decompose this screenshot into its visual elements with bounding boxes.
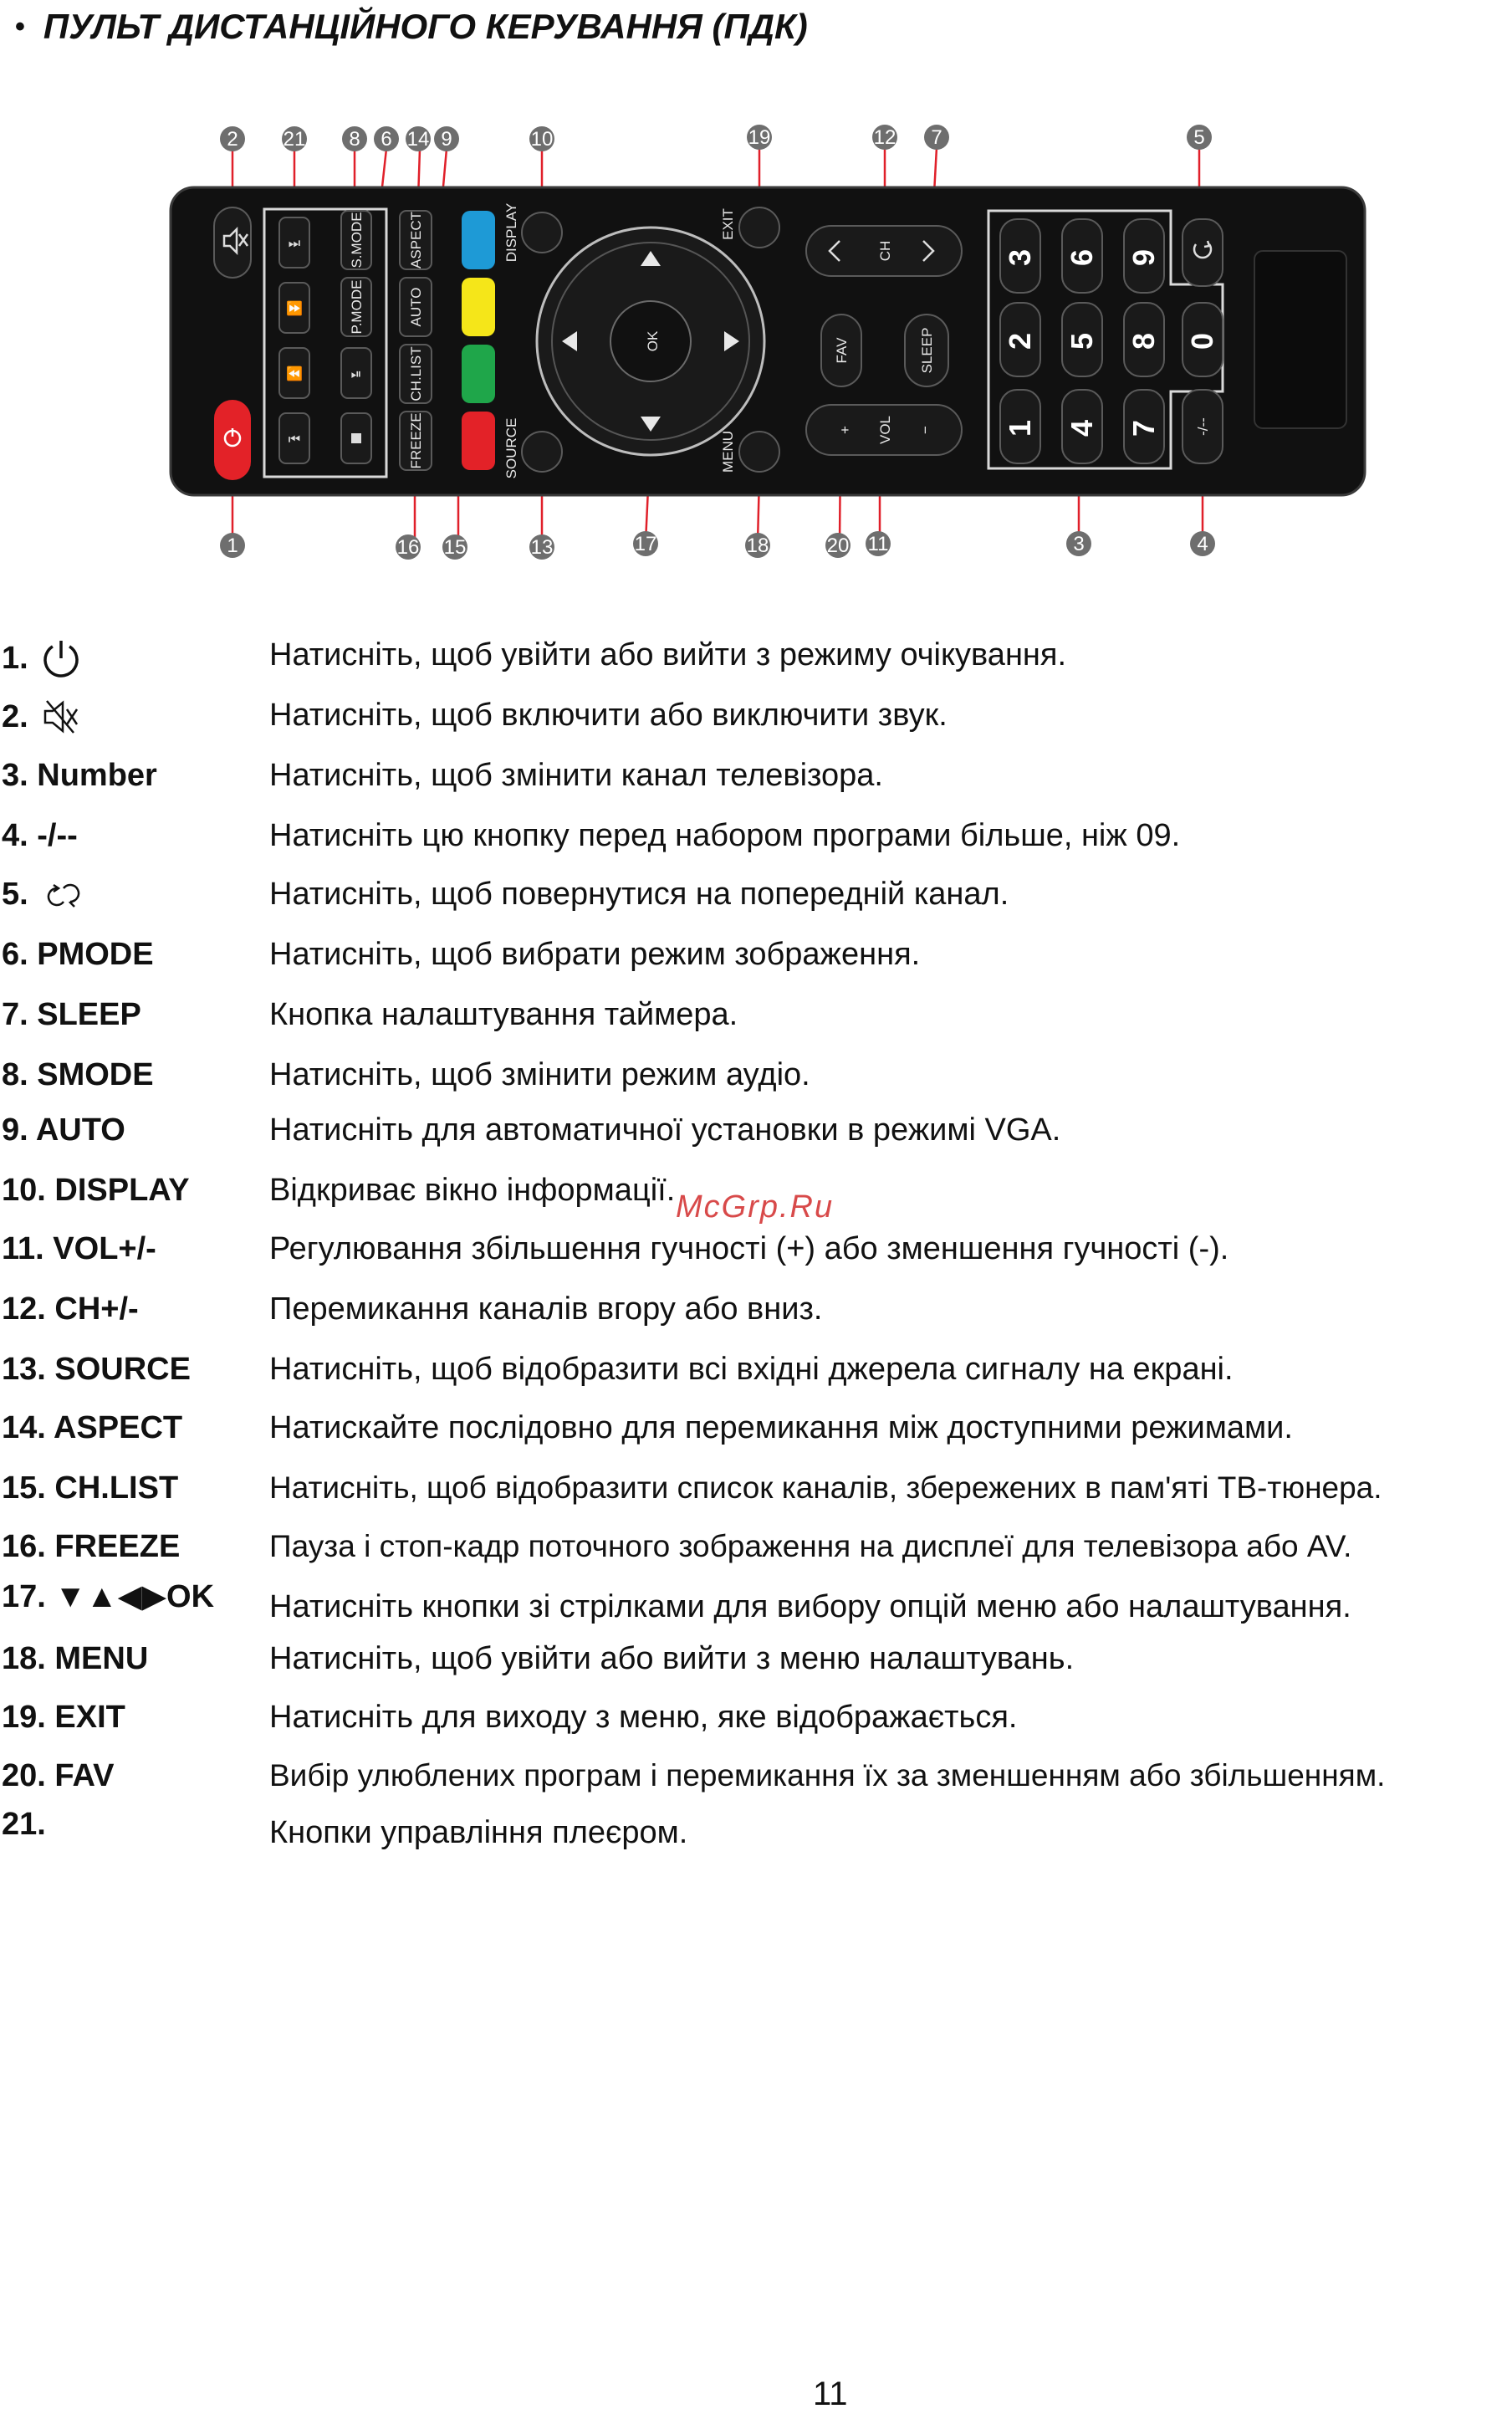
callout-3: 3 [1073,533,1085,555]
callout-8: 8 [349,128,360,151]
p-mode-button[interactable] [341,278,371,336]
exit-label: EXIT [720,208,736,240]
sleep-button[interactable] [905,315,948,386]
svg-text:⏪: ⏪ [286,367,303,381]
item-label: 21. [2,1807,46,1842]
callout-10: 10 [530,128,554,151]
callout-1: 1 [227,534,238,557]
callouts-bottom [220,531,1215,560]
item-label: 18. MENU [2,1641,149,1676]
digit-6[interactable]: 6 [1065,248,1099,267]
callout-15: 15 [443,536,467,559]
callout-9: 9 [441,128,452,151]
callout-11: 11 [867,533,889,555]
item-description: Вибір улюблених програм і перемикання їх за зменшенням або збільшенням. [269,1758,1386,1793]
freeze-label: FREEZE [408,412,424,469]
item-description: Відкриває вікно інформації. [269,1173,676,1208]
callout-13: 13 [530,536,554,559]
digit-9[interactable]: 9 [1126,248,1161,267]
item-label: 4. -/-- [2,818,78,853]
item-label: 6. PMODE [2,937,154,972]
fav-button[interactable] [821,315,861,386]
item-label: 3. Number [2,758,157,793]
callout-16: 16 [396,536,420,559]
item-row [0,1112,1512,1163]
item-label: 17. ▼▲◀▶OK [2,1579,215,1614]
heading-title: ПУЛЬТ ДИСТАНЦІЙНОГО КЕРУВАННЯ (ПДК) [43,7,808,46]
item-description: Пауза і стоп-кадр поточного зображення на дисплеї для телевізора або AV. [269,1529,1352,1563]
vol-minus-label: − [917,426,933,434]
item-row [0,1807,1512,1857]
item-row [0,1291,1512,1342]
item-row [0,1641,1512,1691]
vol-plus-label: + [837,426,853,434]
item-label: 2. [2,698,82,736]
sleep-label: SLEEP [919,327,935,374]
item-description: Кнопка налаштування таймера. [269,997,738,1032]
item-row [0,1529,1512,1579]
digit-0[interactable]: 0 [1185,332,1219,350]
callout-12: 12 [873,126,896,149]
yellow-button[interactable] [462,278,495,336]
item-description: Натисніть, щоб змінити режим аудіо. [269,1057,810,1092]
callouts-top [220,125,1212,151]
item-description: Натисніть цю кнопку перед набором програми більше, ніж 09. [269,818,1181,853]
item-row [0,937,1512,987]
digit-3[interactable]: 3 [1003,248,1037,267]
item-description: Натисніть, щоб повернутися на попередній канал. [269,877,1009,912]
p-mode-label: P.MODE [349,279,365,335]
digit-5[interactable]: 5 [1065,332,1099,350]
channel-rocker[interactable] [806,226,962,276]
item-label: 5. [2,877,90,913]
menu-label: MENU [720,430,736,473]
callout-17: 17 [634,533,657,555]
digit-2[interactable]: 2 [1003,332,1037,350]
item-row [0,1410,1512,1460]
item-description: Натисніть, щоб увійти або вийти з режиму очікування. [269,637,1067,673]
source-label: SOURCE [503,417,519,479]
callout-2: 2 [227,128,238,151]
digit-1[interactable]: 1 [1003,419,1037,437]
auto-button[interactable] [400,278,432,336]
aspect-label: ASPECT [408,211,424,269]
item-description: Натисніть, щоб увійти або вийти з меню налаштувань. [269,1641,1075,1676]
power-icon [40,637,82,679]
item-label: 7. SLEEP [2,997,141,1032]
volume-rocker[interactable] [806,405,962,455]
red-button[interactable] [462,412,495,470]
page-number: 11 [813,2376,848,2412]
item-row [0,1352,1512,1402]
recall-icon [40,878,90,912]
navigation-pad [537,228,764,455]
item-description: Натисніть, щоб відобразити список каналів, збережених в пам'яті ТВ-тюнера. [269,1470,1382,1505]
green-button[interactable] [462,345,495,403]
ok-label: OK [645,330,661,352]
blue-button[interactable] [462,211,495,269]
item-row [0,1470,1512,1521]
item-label: 8. SMODE [2,1057,154,1092]
callout-6: 6 [381,128,392,151]
vol-label: VOL [877,415,893,445]
callout-14: 14 [406,128,430,151]
callout-20: 20 [826,534,850,557]
item-label: 11. VOL+/- [2,1231,156,1266]
item-row [0,1578,1512,1628]
callout-21: 21 [283,128,306,151]
callout-5: 5 [1193,126,1205,149]
item-row [0,1231,1512,1281]
item-label: 1. [2,637,82,679]
item-label: 16. FREEZE [2,1529,181,1564]
item-description: Натисніть, щоб включити або виключити звук. [269,698,948,733]
svg-text:⏯: ⏯ [350,367,362,381]
callout-7: 7 [931,126,942,149]
item-description: Перемикання каналів вгору або вниз. [269,1291,823,1327]
power-button[interactable] [214,400,251,480]
mute-icon [40,698,82,736]
digit-4[interactable]: 4 [1065,419,1099,437]
menu-button[interactable] [739,432,779,472]
dash-label: -/-- [1195,417,1211,436]
heading-bullet: • [15,10,25,43]
item-row [0,698,1512,748]
item-description: Натисніть, щоб відобразити всі вхідні джерела сигналу на екрані. [269,1352,1234,1387]
s-mode-button[interactable] [341,211,371,269]
item-row [0,877,1512,927]
auto-label: AUTO [408,287,424,327]
item-label: 20. FAV [2,1758,115,1793]
mute-button[interactable] [214,207,251,278]
item-label: 13. SOURCE [2,1352,191,1387]
digit-7[interactable]: 7 [1126,419,1161,437]
item-row [0,1758,1512,1808]
item-description: Кнопки управління плеєром. [269,1815,688,1850]
freeze-button[interactable] [400,412,432,470]
callout-18: 18 [746,534,769,557]
item-description: Натисніть для автоматичної установки в режимі VGA. [269,1112,1061,1148]
callout-19: 19 [748,126,771,149]
item-label: 9. AUTO [2,1112,125,1148]
item-label: 12. CH+/- [2,1291,139,1327]
remote-control-figure [0,0,1512,586]
item-row [0,637,1512,688]
svg-text:⏭: ⏭ [288,237,301,251]
digit-8[interactable]: 8 [1126,332,1161,350]
s-mode-label: S.MODE [349,212,365,268]
ch-list-button[interactable] [400,345,432,403]
ch-list-label: CH.LIST [408,346,424,401]
item-row [0,997,1512,1047]
item-description: Натисніть, щоб вибрати режим зображення. [269,937,921,972]
item-description: Регулювання збільшення гучності (+) або зменшення гучності (-). [269,1231,1229,1266]
display-button[interactable] [522,212,562,253]
fav-label: FAV [834,337,850,364]
item-description: Натисніть, щоб змінити канал телевізора. [269,758,883,793]
item-label: 19. EXIT [2,1700,125,1735]
aspect-button[interactable] [400,211,432,269]
svg-text:⏮: ⏮ [288,432,301,447]
item-description: Натискайте послідовно для перемикання між доступними режимами. [269,1410,1293,1445]
watermark: McGrp.Ru [676,1189,835,1225]
item-label: 10. DISPLAY [2,1173,190,1208]
item-row [0,1700,1512,1750]
display-label: DISPLAY [503,202,519,263]
source-button[interactable] [522,432,562,472]
exit-button[interactable] [739,207,779,248]
ch-label: CH [877,240,893,262]
ir-window [1254,251,1346,428]
callout-4: 4 [1197,533,1208,555]
item-row [0,1057,1512,1107]
recall-button[interactable] [1183,219,1223,286]
item-description: Натисніть кнопки зі стрілками для вибору опцій меню або налаштування. [269,1589,1351,1624]
item-label: 14. ASPECT [2,1410,183,1445]
item-row [0,758,1512,808]
svg-text:⏩: ⏩ [286,302,303,316]
item-description: Натисніть для виходу з меню, яке відображається. [269,1700,1018,1735]
item-row [0,818,1512,868]
item-label: 15. CH.LIST [2,1470,179,1506]
